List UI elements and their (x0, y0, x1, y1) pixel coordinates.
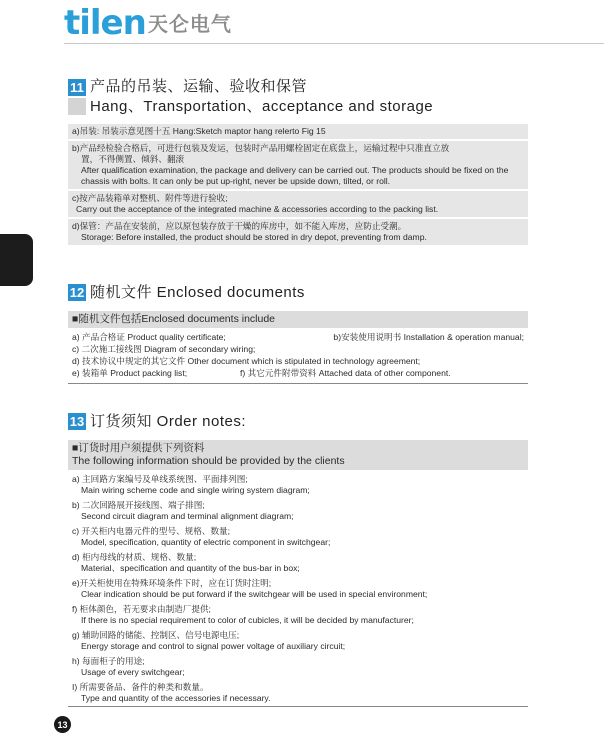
section-12-title: 随机文件 Enclosed documents (90, 284, 305, 301)
section-12-item-f: f) 其它元件附带资料 Attached data of other component. (240, 368, 451, 378)
side-tab-marker (0, 234, 33, 286)
list-item (68, 526, 528, 548)
section-11-item-b-cn1: b)产品经检验合格后，可进行包装及发运，包装时产品用螺栓固定在底盘上，运输过程中只准直立放 (72, 143, 450, 153)
section-13-title: 订货须知 Order notes: (90, 413, 247, 430)
list-item-cn: g) 辅助回路的储能、控制区、信号电源电压; (72, 630, 240, 640)
list-item-cn: d) 柜内母线的材质、规格、数量; (72, 552, 197, 562)
section-13-content (68, 440, 528, 707)
section-13-band-en: The following information should be provided by the clients (72, 455, 345, 467)
section-12-item-e: e) 装箱单 Product packing list; (72, 368, 188, 378)
section-12-item-d: d) 技术协议中规定的其它文件 Other document which is stipulated in technology agreement; (72, 356, 421, 366)
section-11-item-b-en: After qualification examination, the package and delivery can be carried out. The products should be fixed on the chassis with bolts. It can only be put up-right, never be upside down, tilted, or roll. (81, 165, 509, 186)
section-11-item-a: a)吊装: 吊装示意见图十五 Hang:Sketch maptor hang relerto Fig 15 (68, 124, 528, 139)
list-item-en: Type and quantity of the accessories if necessary. (81, 693, 271, 703)
section-11-item-c (68, 191, 528, 217)
list-item-en: Clear indication should be put forward if the switchgear will be used in special environment; (81, 589, 428, 599)
list-item (68, 578, 528, 600)
brand-logo (64, 3, 232, 43)
list-item (68, 630, 528, 652)
section-13-band-cn: ■订货时用户须提供下列资料 (72, 442, 205, 454)
section-13-heading (68, 412, 246, 431)
list-item-cn: c) 开关柜内电器元件的型号、规格、数量; (72, 526, 231, 536)
section-12-number: 12 (69, 285, 85, 300)
list-item (68, 604, 528, 626)
section-11-title-en: Hang、Transportation、acceptance and storage (90, 98, 434, 115)
list-item-cn: f) 柜体颜色，若无要求由制造厂提供; (72, 604, 211, 614)
section-12-row-ef (72, 368, 524, 379)
list-item (68, 552, 528, 574)
section-11-item-c-en: Carry out the acceptance of the integrated machine & accessories according to the packing list. (76, 204, 439, 214)
section-12-heading (68, 283, 305, 302)
section-11-heading (68, 77, 433, 116)
section-12-band: ■随机文件包括Enclosed documents include (68, 311, 528, 328)
section-11-item-b (68, 141, 528, 189)
section-13-list (68, 474, 528, 704)
section-13-band (68, 440, 528, 470)
list-item-cn: I) 所需要备品、备件的种类和数量。 (72, 682, 209, 692)
section-12-item-a: a) 产品合格证 Product quality certificate; (72, 332, 226, 342)
section-11-item-d-cn: d)保管：产品在安装前，应以原包装存放于干燥的库房中，如不能入库房，应防止受潮。 (72, 221, 407, 231)
list-item-en: Energy storage and control to signal power voltage of auxiliary circuit; (81, 641, 346, 651)
logo-latin: tilen (64, 3, 146, 43)
list-item-en: Main wiring scheme code and single wiring system diagram; (81, 485, 310, 495)
section-12-rule (68, 383, 528, 384)
list-item-en: Model, specification, quantity of electric component in switchgear; (81, 537, 331, 547)
list-item (68, 656, 528, 678)
section-12-item-c: c) 二次施工接线图 Diagram of secondary wiring; (72, 344, 256, 354)
section-12-list (68, 330, 528, 381)
list-item-en: Usage of every switchgear; (81, 667, 185, 677)
section-12-row-ab (72, 332, 524, 343)
section-11-item-d-en: Storage: Before installed, the product should be stored in dry depot, preventing from damp. (81, 232, 427, 242)
section-11-item-c-cn: c)按产品装箱单对整机、附件等进行验收; (72, 193, 228, 203)
section-11-item-d (68, 219, 528, 245)
list-item-cn: h) 每面柜子的用途; (72, 656, 145, 666)
section-13-rule (68, 706, 528, 707)
section-11-title-cn: 产品的吊装、运输、验收和保管 (90, 78, 308, 95)
list-item-en: Material、specification and quantity of the bus-bar in box; (81, 563, 300, 573)
section-11-marker (68, 98, 86, 115)
section-13-number: 13 (69, 414, 85, 429)
section-11-content (68, 124, 528, 245)
header-divider (64, 43, 604, 44)
logo-cn: 天仑电气 (147, 12, 232, 36)
list-item-en: If there is no special requirement to color of cubicles, it will be decided by manufacturer; (81, 615, 414, 625)
list-item-cn: b) 二次回路展开接线图、端子排图; (72, 500, 205, 510)
list-item (68, 474, 528, 496)
section-12-item-b: b)安装使用说明书 Installation & operation manual; (333, 332, 524, 342)
list-item (68, 500, 528, 522)
list-item-en: Second circuit diagram and terminal alignment diagram; (81, 511, 294, 521)
section-11-item-b-cn2: 置，不得侧置、倾斜、翻滚 (81, 154, 185, 164)
section-11-number: 11 (68, 79, 86, 96)
page-number-badge: 13 (54, 716, 71, 733)
list-item (68, 682, 528, 704)
section-12-content (68, 311, 528, 384)
list-item-cn: e)开关柜使用在特殊环境条件下时，应在订货时注明; (72, 578, 272, 588)
list-item-cn: a) 主回路方案编号及单线系统图、平面排列图; (72, 474, 248, 484)
